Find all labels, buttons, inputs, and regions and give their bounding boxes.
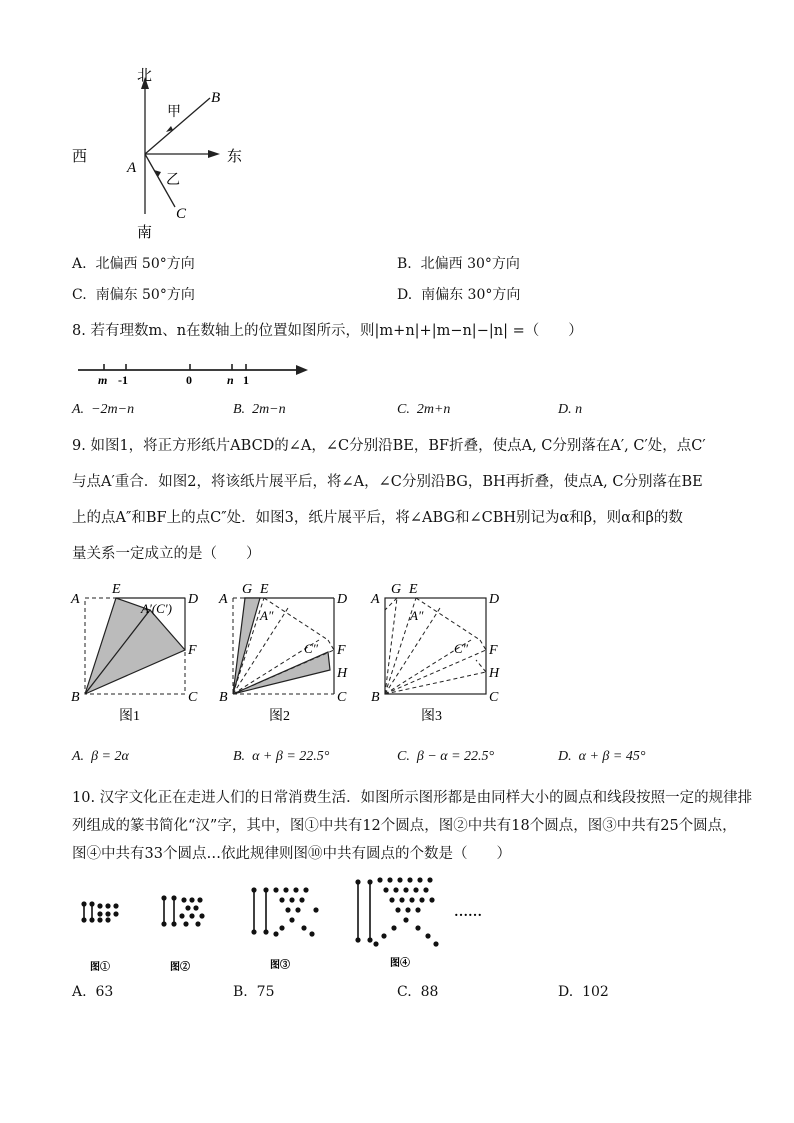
svg-text:C″: C″ [454, 641, 469, 656]
han-dot [161, 895, 166, 900]
han-dot [89, 901, 94, 906]
han-dot [293, 887, 298, 892]
svg-text:A″: A″ [410, 608, 424, 623]
han-caption-4: 图④ [390, 958, 410, 969]
han-dot [273, 887, 278, 892]
han-dot [383, 887, 388, 892]
svg-text:A′(C′): A′(C′) [141, 601, 172, 616]
q9-option-d[interactable]: D. α + β = 45° [558, 749, 646, 764]
fold-figure-2 [214, 580, 364, 725]
han-dot [97, 903, 102, 908]
svg-text:D: D [188, 592, 199, 607]
svg-text:F: F [188, 643, 197, 658]
svg-text:H: H [337, 666, 348, 681]
q10-stem-line3: 图④中共有33个圆点…依此规律则图⑩中共有圆点的个数是（ ） [72, 846, 511, 862]
han-dot [299, 897, 304, 902]
han-dot [425, 933, 430, 938]
fold-figure-3 [366, 580, 516, 725]
han-dot [377, 877, 382, 882]
han-ellipsis: …… [454, 905, 482, 920]
han-dot [283, 887, 288, 892]
han-dot [295, 907, 300, 912]
svg-text:A: A [219, 592, 228, 607]
han-dot [81, 917, 86, 922]
q10-option-d[interactable]: D. 102 [558, 984, 609, 1000]
figure-3-caption: 图3 [421, 709, 442, 724]
han-dot [419, 897, 424, 902]
svg-text:E: E [409, 582, 418, 597]
han-dot [313, 907, 318, 912]
han-dot [181, 897, 186, 902]
han-dot [97, 917, 102, 922]
svg-text:E: E [260, 582, 269, 597]
svg-text:C″: C″ [304, 641, 319, 656]
svg-text:B: B [219, 690, 228, 705]
han-dot [89, 917, 94, 922]
han-dot [409, 897, 414, 902]
compass-north: 北 [137, 68, 153, 84]
han-dot [279, 925, 284, 930]
han-dot [389, 897, 394, 902]
axis-label-m: m [98, 373, 108, 387]
han-dot [393, 887, 398, 892]
han-caption-3: 图③ [270, 960, 290, 971]
svg-text:A: A [71, 592, 80, 607]
q9-stem-line2: 与点A′重合．如图2，将该纸片展平后，将∠A，∠C分别沿BG，BH再折叠，使点A, C分别落在BE [72, 474, 703, 490]
svg-text:G: G [391, 582, 402, 597]
q8-option-a[interactable]: A. −2m−n [72, 402, 135, 417]
axis-label-n: n [227, 373, 234, 387]
q10-option-b[interactable]: B. 75 [233, 984, 275, 1000]
q8-stem: 8. 若有理数m、n在数轴上的位置如图所示，则|m+n|+|m−n|−|n| =（ ） [72, 323, 583, 339]
han-dot [367, 879, 372, 884]
han-dot [105, 917, 110, 922]
svg-text:C: C [188, 690, 198, 705]
han-dot [189, 913, 194, 918]
han-dot [309, 931, 314, 936]
han-dot [395, 907, 400, 912]
han-dot [367, 937, 372, 942]
han-dot [97, 911, 102, 916]
figure-2-caption: 图2 [269, 709, 290, 724]
han-dot [171, 921, 176, 926]
q9-stem-line4: 量关系一定成立的是（ ） [72, 546, 261, 562]
svg-text:A″: A″ [260, 608, 274, 623]
axis-label-neg1: -1 [118, 373, 128, 387]
q9-option-a[interactable]: A. β = 2α [72, 749, 129, 764]
han-dot [197, 897, 202, 902]
han-dot [263, 929, 268, 934]
compass-origin: A [127, 160, 137, 176]
han-dot [285, 907, 290, 912]
q9-option-c[interactable]: C. β − α = 22.5° [397, 749, 495, 764]
han-dot [403, 917, 408, 922]
q7-option-a[interactable]: A. 北偏西 50°方向 [72, 256, 195, 272]
han-dot [279, 897, 284, 902]
han-dot [355, 937, 360, 942]
q10-option-c[interactable]: C. 88 [397, 984, 439, 1000]
han-dot [81, 901, 86, 906]
figure-1-caption: 图1 [119, 709, 140, 724]
han-dot [273, 931, 278, 936]
han-dot [373, 941, 378, 946]
svg-text:F: F [489, 643, 498, 658]
q10-stem-line1: 10. 汉字文化正在走进人们的日常消费生活．如图所示图形都是由同样大小的圆点和线段按照一定的规律排 [72, 790, 753, 806]
q8-option-d[interactable]: D. n [558, 402, 583, 417]
han-dot [355, 879, 360, 884]
han-dot [113, 903, 118, 908]
svg-text:E: E [112, 582, 121, 597]
axis-label-1: 1 [243, 373, 249, 387]
svg-text:B: B [371, 690, 380, 705]
compass-figure [70, 62, 260, 247]
han-dot [403, 887, 408, 892]
han-dot [263, 887, 268, 892]
han-caption-2: 图② [170, 962, 190, 973]
han-dot [427, 877, 432, 882]
han-dot [171, 895, 176, 900]
han-dot [251, 887, 256, 892]
han-character-figures [70, 868, 530, 978]
han-dot [381, 933, 386, 938]
han-dot [105, 903, 110, 908]
han-dot [183, 921, 188, 926]
q10-stem-line2: 列组成的篆书简化“汉”字，其中，图①中共有12个圆点，图②中共有18个圆点，图③中共有25个圆点， [72, 818, 737, 834]
compass-east: 东 [227, 149, 243, 165]
han-dot [105, 911, 110, 916]
han-dot [193, 905, 198, 910]
han-dot [301, 925, 306, 930]
fold-figure-1 [66, 580, 211, 725]
han-dot [415, 925, 420, 930]
q9-stem-line3: 上的点A″和BF上的点C″处．如图3，纸片展平后，将∠ABG和∠CBH别记为α和β，则α和β的数 [72, 510, 683, 526]
han-dot [185, 905, 190, 910]
han-dot [199, 913, 204, 918]
han-dot [289, 917, 294, 922]
han-dot [407, 877, 412, 882]
q8-option-c[interactable]: C. 2m+n [397, 402, 451, 417]
number-line [76, 358, 316, 388]
han-dot [387, 877, 392, 882]
han-dot [417, 877, 422, 882]
q7-option-b[interactable]: B. 北偏西 30°方向 [397, 256, 520, 272]
svg-text:D: D [489, 592, 500, 607]
han-dot [161, 921, 166, 926]
han-dot [399, 897, 404, 902]
han-dot [433, 941, 438, 946]
han-dot [397, 877, 402, 882]
q9-option-b[interactable]: B. α + β = 22.5° [233, 749, 330, 764]
han-dot [189, 897, 194, 902]
svg-text:C: C [337, 690, 347, 705]
compass-ray2-label: 乙 [166, 173, 180, 188]
compass-south: 南 [137, 225, 153, 241]
compass-ray2-end: C [176, 206, 187, 222]
han-dot [423, 887, 428, 892]
han-caption-1: 图① [90, 962, 110, 973]
han-dot [113, 911, 118, 916]
han-dot [429, 897, 434, 902]
svg-text:B: B [71, 690, 80, 705]
svg-text:C: C [489, 690, 499, 705]
q10-option-a[interactable]: A. 63 [72, 984, 114, 1000]
han-dot [179, 913, 184, 918]
han-dot [415, 907, 420, 912]
han-dot [195, 921, 200, 926]
svg-text:H: H [489, 666, 500, 681]
han-dot [303, 887, 308, 892]
han-dot [413, 887, 418, 892]
compass-west: 西 [72, 149, 88, 165]
han-dot [289, 897, 294, 902]
svg-text:F: F [337, 643, 346, 658]
svg-text:G: G [242, 582, 253, 597]
q7-option-d[interactable]: D. 南偏东 30°方向 [397, 287, 521, 303]
svg-text:D: D [337, 592, 348, 607]
compass-ray1-end: B [211, 90, 221, 106]
han-dot [251, 929, 256, 934]
axis-label-0: 0 [186, 373, 192, 387]
q8-option-b[interactable]: B. 2m−n [233, 402, 286, 417]
han-dot [391, 925, 396, 930]
compass-ray1-label: 甲 [167, 105, 181, 120]
q9-stem-line1: 9. 如图1，将正方形纸片ABCD的∠A，∠C分别沿BE，BF折叠，使点A, C分别落在A′, C′处，点C′ [72, 438, 706, 454]
svg-text:A: A [371, 592, 380, 607]
han-dot [405, 907, 410, 912]
q7-option-c[interactable]: C. 南偏东 50°方向 [72, 287, 195, 303]
